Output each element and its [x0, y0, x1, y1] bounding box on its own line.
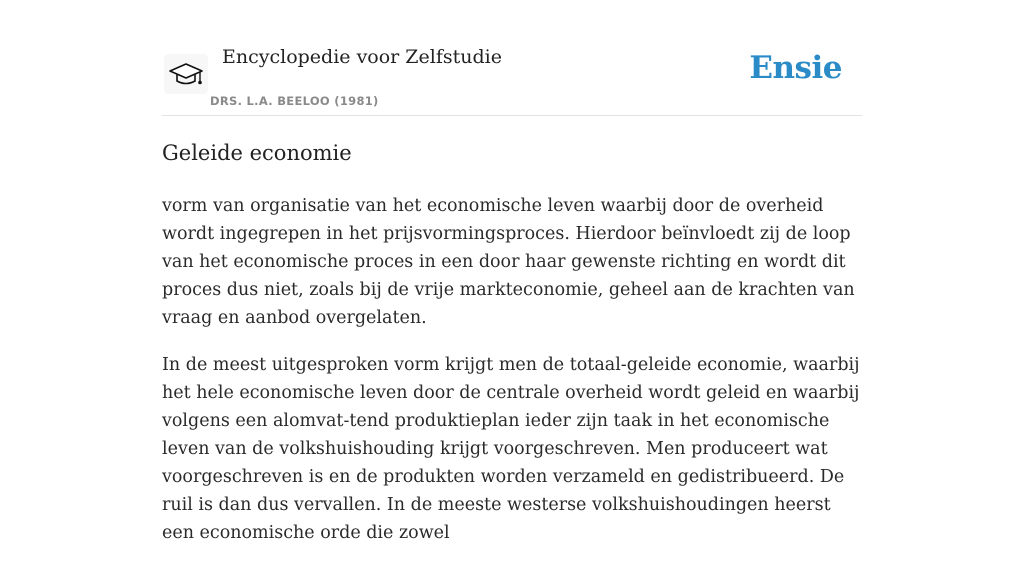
source-logo: [164, 54, 208, 94]
article-body: [162, 192, 862, 566]
article-paragraph: vorm van organisatie van het economische leven waarbij door de overheid wordt ingegrepen in het prijsvormingsproces. Hierdoor beïnvloedt zij de loop van het economische proces in een door haar gewenste richting en wordt dit proces dus niet, zoals bij de vrije markteconomie, geheel aan de krachten van vraag en aanbod overgelaten.: [162, 196, 855, 328]
graduation-cap-icon: [168, 58, 204, 90]
page: [162, 0, 862, 543]
source-title[interactable]: Encyclopedie voor Zelfstudie: [222, 46, 502, 68]
ensie-logo[interactable]: Ensie: [749, 50, 842, 86]
article-title: Geleide economie: [162, 141, 352, 165]
article-paragraph: In de meest uitgesproken vorm krijgt men de totaal-geleide economie, waarbij het hele economische leven door de centrale overheid wordt geleid en waarbij volgens een alomvat-tend produktieplan ieder zijn taak in het economische leven van de volkshuishouding krijgt voorgeschreven. Men produceert wat voorgeschreven is en de produkten worden verzameld en gedistribueerd. De ruil is dan dus vervallen. In de meeste westerse volkshuishoudingen heerst een economische orde die zowel: [162, 355, 860, 543]
source-header: [162, 0, 862, 116]
source-author: DRS. L.A. BEELOO (1981): [210, 94, 379, 108]
